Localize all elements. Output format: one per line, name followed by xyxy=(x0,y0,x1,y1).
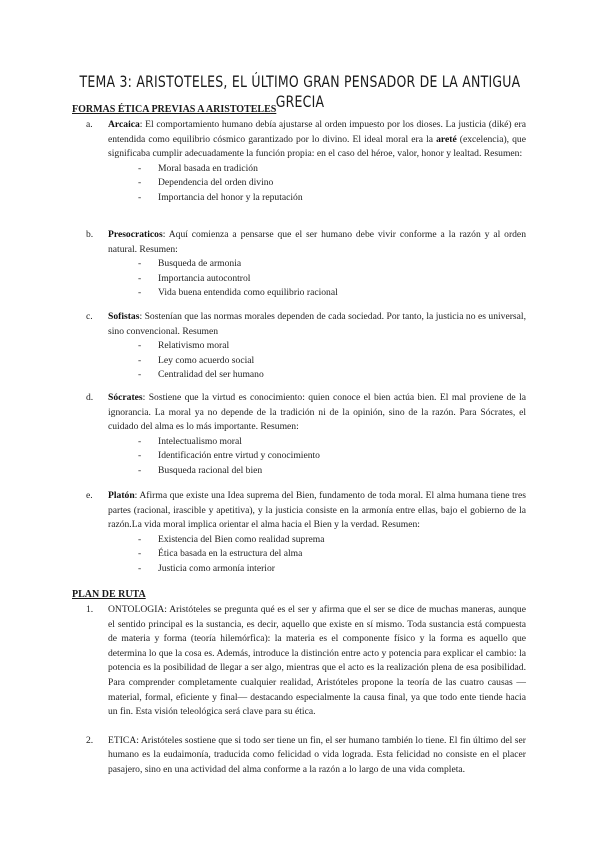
list-item-sofistas xyxy=(86,310,526,383)
list-marker: 2. xyxy=(86,734,94,746)
item-body xyxy=(108,228,526,257)
summary-list xyxy=(86,339,526,383)
item-term: Sofistas xyxy=(108,311,140,322)
list-marker: b. xyxy=(86,229,94,240)
summary-list xyxy=(86,162,526,206)
summary-bullet: - Justicia como armonía interior xyxy=(138,562,526,577)
summary-bullet: - Identificación entre virtud y conocimiento xyxy=(138,449,526,464)
item-body xyxy=(108,118,526,162)
item-text: : Aquí comienza a pensarse que el ser humano debe vivir conforme a la razón y al orden natural. Resumen: xyxy=(108,229,526,255)
summary-list xyxy=(86,257,526,301)
item-term: Presocraticos xyxy=(108,229,163,240)
item-term: Sócrates xyxy=(108,392,143,403)
item-text: : Sostiene que la virtud es conocimiento: quien conoce el bien actúa bien. El mal proviene de la ignorancia. La moral ya no depende de la tradición ni de la opinión, sino de la razón. Para Sócrates, el cuidado del alma es lo más importante. Resumen: xyxy=(108,392,526,433)
plan-item-text: ETICA: Aristóteles sostiene que si todo ser tiene un fin, el ser humano también lo tiene. El fin último del ser humano es la eudaimonía, traducida como felicidad o vida lograda. Esta felicidad no consiste en el placer pasajero, sino en una actividad del alma conforme a la razón a lo largo de una vida completa. xyxy=(108,734,526,775)
summary-bullet: - Importancia del honor y la reputación xyxy=(138,191,526,206)
plan-item-text: ONTOLOGIA: Aristóteles se pregunta qué es el ser y afirma que el ser se dice de muchas maneras, aunque el sentido principal es la sustancia, es decir, aquello que existe en sí mismo. Toda sustancia está compuesta de materia y forma (teoría hilemórfica): la materia es el componente físico y la forma es aquello que determina lo que la cosa es. Además, introduce la distinción entre acto y potencia para explicar el cambio: la potencia es la posibilidad de llegar a ser algo, mientras que el acto es la realización plena de esa posibilidad. Para comprender completamente cualquier realidad, Aristóteles propone la teoría de las cuatro causas —material, formal, eficiente y final— destacando especialmente la causa final, ya que todo ente tiende hacia un fin. Esta visión teleológica será clave para su ética. xyxy=(108,604,526,718)
summary-bullet: - Ética basada en la estructura del alma xyxy=(138,547,526,562)
summary-bullet: - Moral basada en tradición xyxy=(138,162,526,177)
summary-bullet: - Intelectualismo moral xyxy=(138,435,526,450)
list-item-socrates xyxy=(86,391,526,479)
item-body xyxy=(108,310,526,339)
list-marker: 1. xyxy=(86,604,94,615)
item-term: Platón xyxy=(108,490,135,501)
summary-list xyxy=(86,533,526,577)
summary-bullet: - Existencia del Bien como realidad suprema xyxy=(138,533,526,548)
page-title: TEMA 3: ARISTOTELES, EL ÚLTIMO GRAN PENSADOR DE LA ANTIGUA GRECIA xyxy=(79,72,521,111)
summary-bullet: - Busqueda racional del bien xyxy=(138,464,526,479)
list-item-presocraticos xyxy=(86,228,526,301)
item-text: : Afirma que existe una Idea suprema del Bien, fundamento de toda moral. El alma humana tiene tres partes (racional, irascible y apetitiva), y la justicia consiste en la armonía entre ellas, bajo el gobierno de la razón.La vida moral implica orientar el alma hacia el Bien y la verdad. Resumen: xyxy=(108,490,526,531)
summary-bullet: - Ley como acuerdo social xyxy=(138,354,526,369)
summary-bullet: - Centralidad del ser humano xyxy=(138,368,526,383)
item-text: : El comportamiento humano debía ajustarse al orden impuesto por los dioses. La justicia (diké) era entendida como equilibrio cósmico garantizado por lo divino. El ideal moral era la xyxy=(108,119,526,145)
list-item-arcaica xyxy=(86,118,526,206)
summary-bullet: - Relativismo moral xyxy=(138,339,526,354)
list-marker: a. xyxy=(86,119,93,130)
summary-bullet: - Dependencia del orden divino xyxy=(138,176,526,191)
section-heading-formas-etica: FORMAS ÉTICA PREVIAS A ARISTOTELES xyxy=(72,104,277,115)
plan-list xyxy=(86,603,526,792)
item-term-arete: areté xyxy=(436,133,457,145)
list-marker: e. xyxy=(86,490,93,501)
section-heading-plan-de-ruta: PLAN DE RUTA xyxy=(72,589,146,600)
summary-bullet: - Vida buena entendida como equilibrio racional xyxy=(138,286,526,301)
plan-item-etica xyxy=(86,734,526,778)
item-text: : Sostenían que las normas morales dependen de cada sociedad. Por tanto, la justicia no es universal, sino convencional. Resumen xyxy=(108,311,526,337)
item-text: (excelencia), que significaba cumplir adecuadamente la función propia: en el caso del héroe, valor, honor y lealtad. Resumen: xyxy=(108,133,526,160)
list-marker: c. xyxy=(86,311,93,322)
item-body xyxy=(108,391,526,435)
summary-bullet: - Busqueda de armonia xyxy=(138,257,526,272)
item-body xyxy=(108,489,526,533)
summary-bullet: - Importancia autocontrol xyxy=(138,272,526,287)
list-marker: d. xyxy=(86,392,94,403)
item-term: Arcaica xyxy=(108,119,140,130)
summary-list xyxy=(86,435,526,479)
list-item-platon xyxy=(86,489,526,577)
plan-item-ontologia xyxy=(86,603,526,720)
